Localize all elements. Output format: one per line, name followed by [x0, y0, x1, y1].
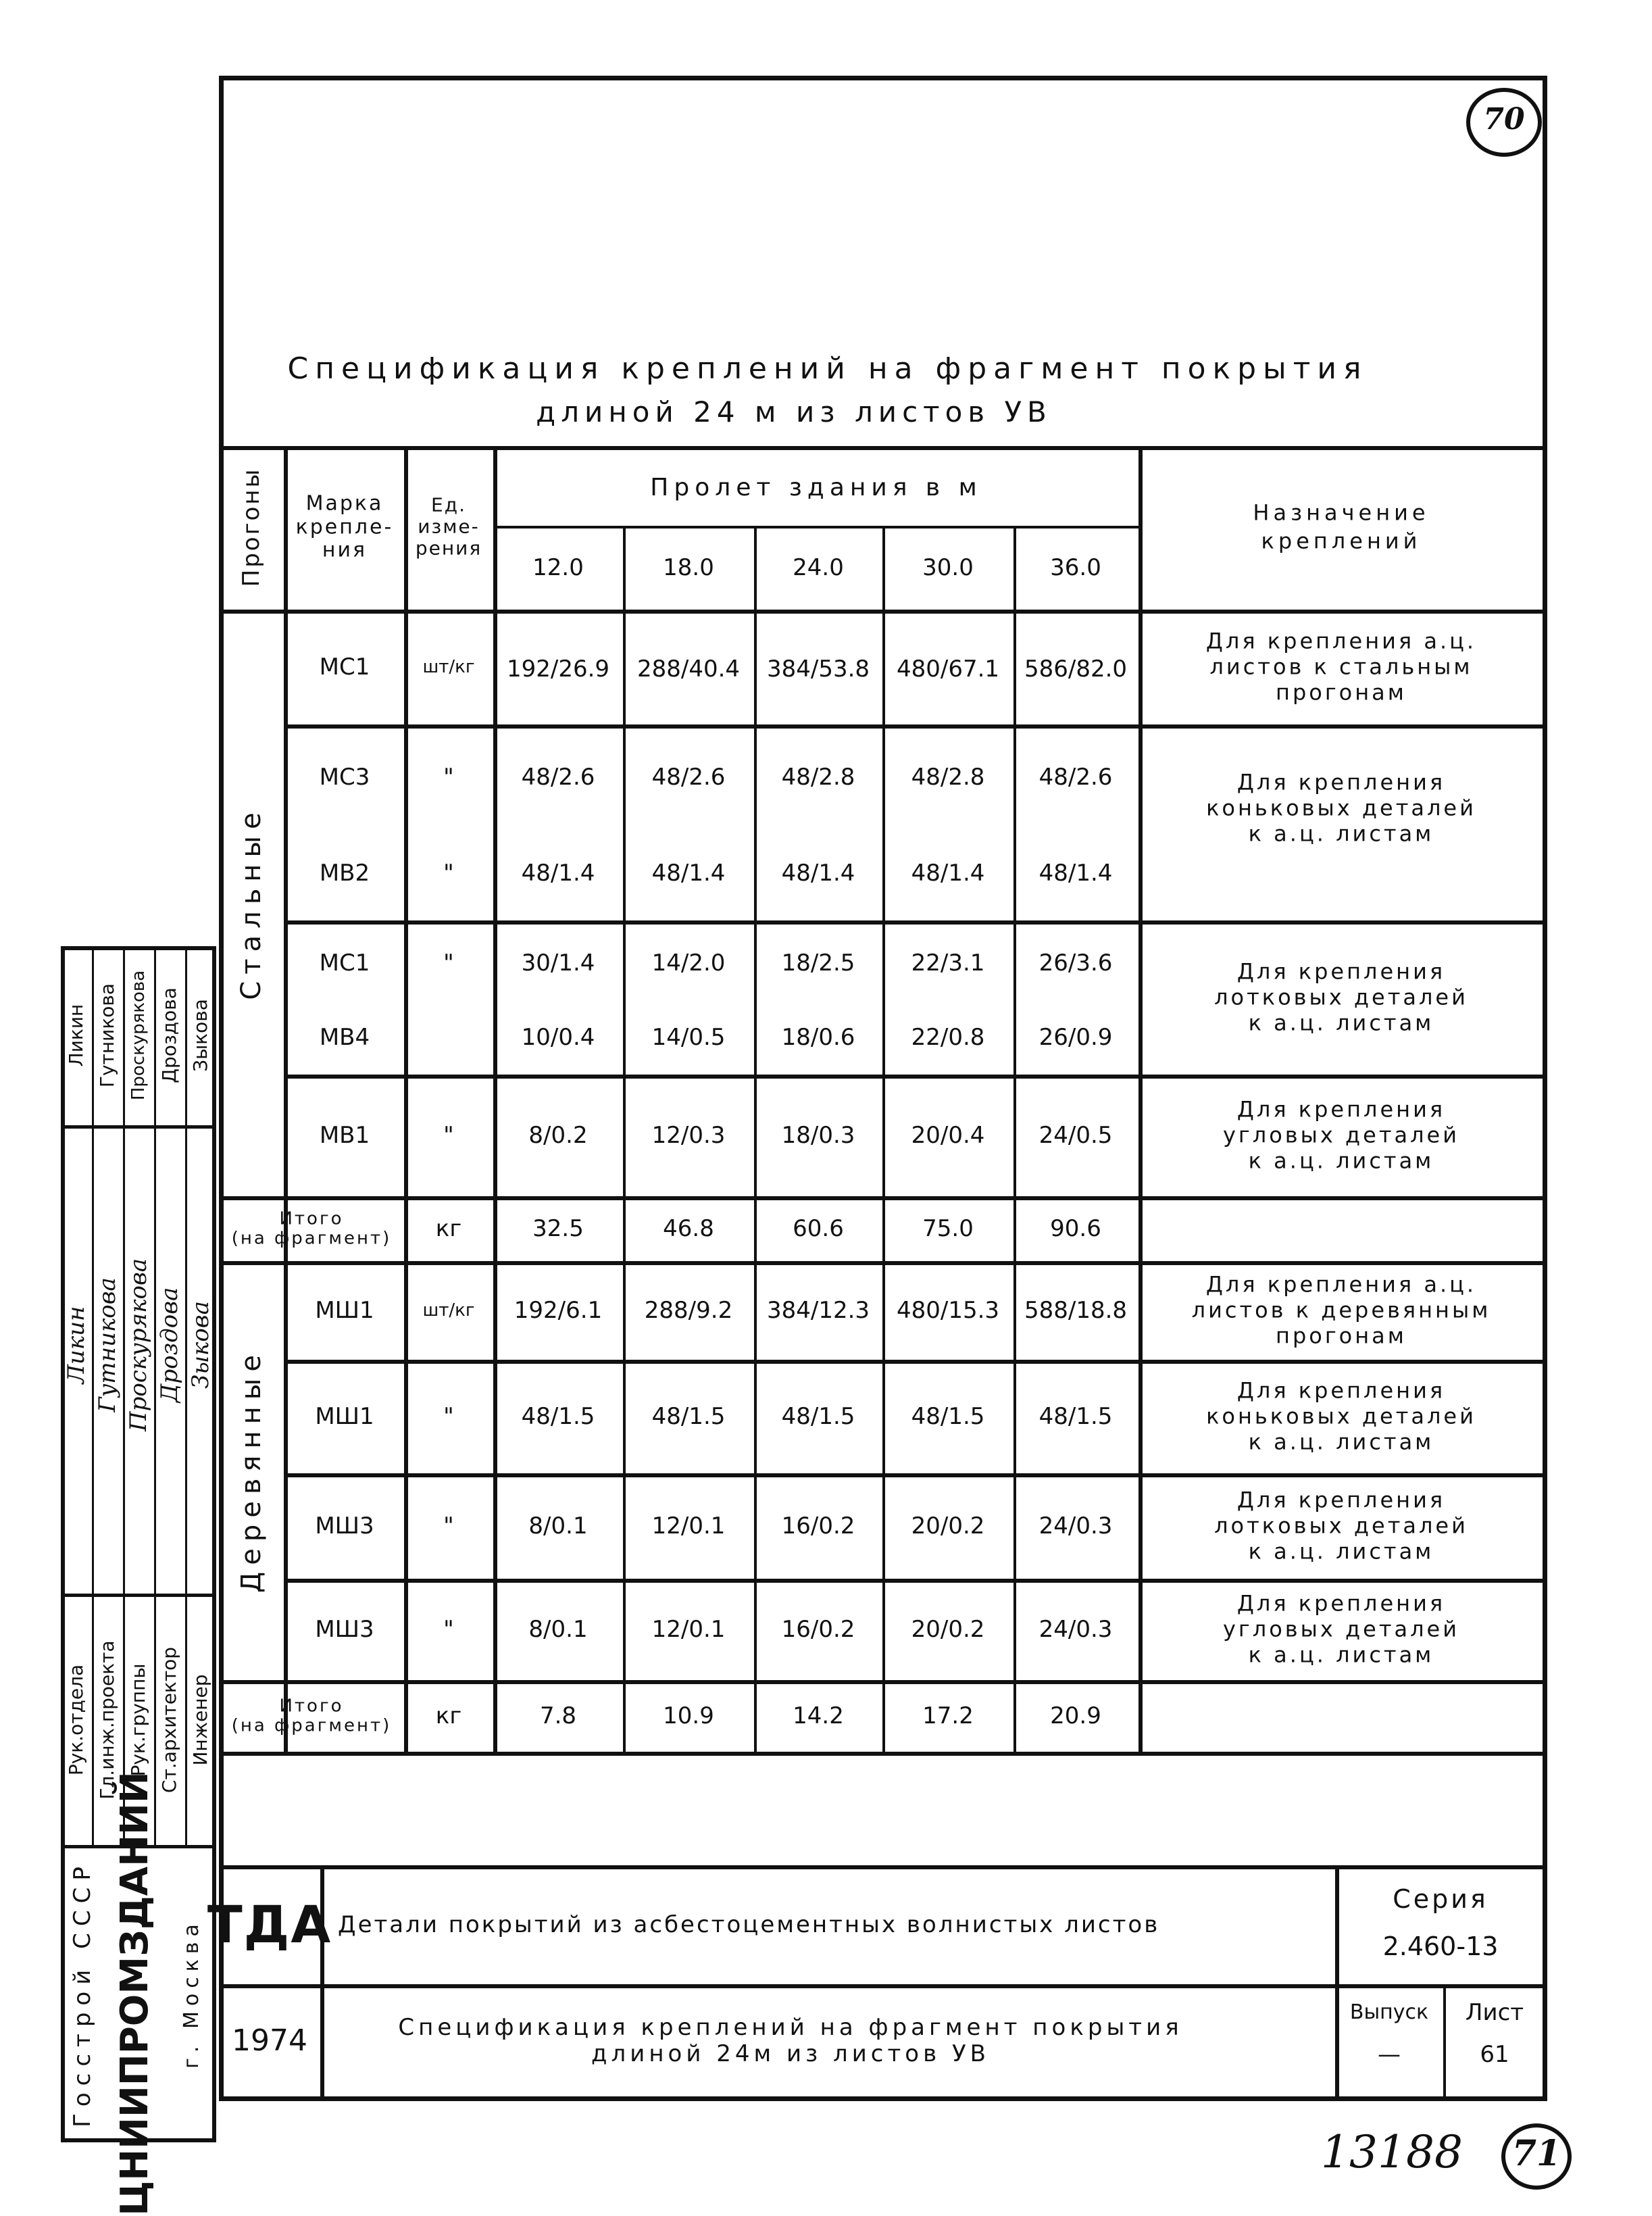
table-cell-value: 10/0.4 — [521, 1024, 595, 1051]
table-cell-value: 8/0.1 — [528, 1512, 588, 1540]
total-value: 32.5 — [532, 1215, 584, 1242]
stamp-top-line — [219, 1865, 1547, 1869]
side-signature: Зыкова — [187, 1301, 214, 1389]
table-cell-mark: МШ3 — [315, 1616, 374, 1643]
col-line-group — [284, 446, 288, 1752]
sheet-label: Лист — [1465, 1999, 1524, 2026]
side-stamp-divider-3 — [61, 1125, 216, 1129]
table-cell-value: 18/2.5 — [781, 950, 855, 977]
col-line-span-2 — [754, 526, 757, 1752]
row-line-8 — [284, 1579, 1547, 1583]
table-cell-unit: " — [443, 950, 454, 977]
table-cell-unit: " — [443, 1403, 454, 1430]
series-value: 2.460-13 — [1382, 1931, 1499, 1961]
total-unit-steel: кг — [435, 1215, 462, 1242]
total-value: 10.9 — [663, 1702, 714, 1729]
table-cell-value: 480/67.1 — [896, 656, 1000, 683]
side-role: Инженер — [189, 1674, 211, 1766]
table-cell-unit: " — [443, 860, 454, 887]
table-cell-value: 48/1.4 — [1038, 860, 1113, 887]
col-line-span-1 — [623, 526, 626, 1752]
table-top-line — [219, 446, 1547, 450]
table-cell-value: 48/2.6 — [651, 764, 726, 791]
side-name: Ликин — [65, 1004, 87, 1067]
table-cell-value: 48/1.5 — [1038, 1403, 1113, 1430]
col-line-unit — [493, 446, 497, 1752]
side-org-name: ЦНИИПРОМЗДАНИЙ — [113, 1771, 157, 2216]
span-header-36: 36.0 — [1050, 554, 1101, 581]
table-cell-mark: МВ2 — [319, 860, 370, 887]
table-cell-value: 48/1.4 — [911, 860, 985, 887]
table-cell-value: 480/15.3 — [896, 1297, 1000, 1324]
stamp-middle-line — [219, 1984, 1547, 1988]
header-purpose: Назначение креплений — [1253, 499, 1430, 553]
table-cell-purpose: Для крепления а.ц. листов к деревянным прогонам — [1191, 1271, 1491, 1348]
table-cell-mark: МС3 — [319, 764, 370, 791]
side-role: Рук.отдела — [65, 1664, 87, 1776]
table-cell-value: 24/0.3 — [1038, 1512, 1113, 1540]
table-cell-purpose: Для крепления лотковых деталей к а.ц. листам — [1214, 958, 1468, 1035]
table-cell-value: 20/0.4 — [911, 1122, 985, 1149]
table-cell-value: 586/82.0 — [1024, 656, 1128, 683]
total-label-steel: Итого (на фрагмент) — [231, 1208, 392, 1248]
table-cell-value: 48/1.5 — [651, 1403, 726, 1430]
side-org-line1: Госстрой СССР — [69, 1860, 96, 2127]
col-line-span-3 — [882, 526, 885, 1752]
page-title-line1: Спецификация креплений на фрагмент покрытия — [287, 351, 1368, 386]
table-cell-value: 26/0.9 — [1038, 1024, 1113, 1051]
handwritten-number: 13188 — [1321, 2126, 1463, 2178]
table-cell-mark: МШ1 — [315, 1297, 374, 1324]
table-cell-value: 48/2.6 — [1038, 764, 1113, 791]
total-value: 60.6 — [793, 1215, 844, 1242]
col-line-span-4 — [1013, 526, 1016, 1752]
table-cell-value: 48/1.4 — [651, 860, 726, 887]
table-cell-value: 30/1.4 — [521, 950, 595, 977]
table-cell-value: 384/53.8 — [766, 656, 870, 683]
table-cell-value: 48/1.5 — [521, 1403, 595, 1430]
table-cell-value: 48/1.5 — [911, 1403, 985, 1430]
table-cell-value: 8/0.2 — [528, 1122, 588, 1149]
table-cell-value: 16/0.2 — [781, 1512, 855, 1540]
org-code: ТДА — [207, 1894, 332, 1954]
group-label-wood: Деревянные — [236, 1348, 267, 1593]
total-value: 17.2 — [922, 1702, 974, 1729]
side-role: Гл.инж.проекта — [96, 1640, 118, 1800]
table-cell-unit: " — [443, 1616, 454, 1643]
table-cell-value: 14/0.5 — [651, 1024, 726, 1051]
side-signature: Ликин — [63, 1306, 90, 1384]
table-cell-value: 588/18.8 — [1024, 1297, 1128, 1324]
table-cell-value: 384/12.3 — [766, 1297, 870, 1324]
stamp-title-1: Детали покрытий из асбестоцементных волнистых листов — [338, 1911, 1160, 1938]
total-unit-wood: кг — [435, 1702, 462, 1729]
header-group: Прогоны — [238, 467, 265, 587]
stamp-line-sheet — [1443, 1984, 1446, 2101]
stamp-year: 1974 — [232, 2023, 307, 2058]
row-line-10 — [219, 1752, 1547, 1756]
side-name: Проскурякова — [128, 970, 149, 1101]
table-cell-value: 22/0.8 — [911, 1024, 985, 1051]
table-cell-value: 48/2.8 — [781, 764, 855, 791]
row-line-6 — [284, 1360, 1547, 1364]
span-header-30: 30.0 — [922, 554, 974, 581]
header-mark: Марка крепле- ния — [295, 491, 394, 562]
table-cell-value: 12/0.3 — [651, 1122, 726, 1149]
table-cell-value: 14/2.0 — [651, 950, 726, 977]
row-line-2 — [284, 920, 1547, 925]
side-org-city: г. Москва — [180, 1919, 203, 2069]
table-cell-mark: МС1 — [319, 654, 370, 681]
table-cell-purpose: Для крепления лотковых деталей к а.ц. листам — [1214, 1487, 1468, 1564]
side-signature: Гутникова — [94, 1277, 121, 1412]
issue-value: — — [1378, 2041, 1401, 2068]
stamp-line-series — [1335, 1865, 1339, 2101]
row-line-1 — [284, 724, 1547, 729]
total-value: 7.8 — [539, 1702, 577, 1729]
table-cell-purpose: Для крепления коньковых деталей к а.ц. листам — [1206, 769, 1476, 846]
stamp-title-2: Спецификация креплений на фрагмент покрытия длиной 24м из листов УВ — [398, 2013, 1183, 2067]
table-cell-value: 24/0.3 — [1038, 1616, 1113, 1643]
table-cell-value: 48/1.4 — [521, 860, 595, 887]
issue-label: Выпуск — [1349, 2000, 1429, 2024]
side-name: Зыкова — [189, 999, 211, 1072]
row-line-3 — [284, 1075, 1547, 1079]
span-subheader-line — [493, 526, 1138, 528]
table-cell-mark: МС1 — [319, 950, 370, 977]
sheet-mark: 70 — [1483, 102, 1525, 137]
table-cell-value: 18/0.3 — [781, 1122, 855, 1149]
side-name: Гутникова — [96, 983, 118, 1088]
table-cell-unit: шт/кг — [422, 1300, 475, 1321]
page-title-line2: длиной 24 м из листов УВ — [536, 395, 1052, 428]
header-unit: Ед. изме- рения — [415, 493, 482, 560]
row-line-7 — [284, 1473, 1547, 1477]
table-cell-value: 48/1.4 — [781, 860, 855, 887]
col-line-mark — [404, 446, 408, 1752]
total-value: 46.8 — [663, 1215, 714, 1242]
corner-mark: 71 — [1511, 2133, 1561, 2174]
table-cell-value: 16/0.2 — [781, 1616, 855, 1643]
total-label-wood: Итого (на фрагмент) — [231, 1696, 392, 1735]
sheet-value: 61 — [1480, 2041, 1509, 2068]
table-cell-value: 192/26.9 — [506, 656, 610, 683]
table-cell-purpose: Для крепления коньковых деталей к а.ц. листам — [1206, 1377, 1476, 1454]
side-stamp-divider-1 — [61, 1594, 216, 1597]
table-cell-mark: МШ3 — [315, 1512, 374, 1540]
side-stamp-col-4 — [185, 946, 187, 1845]
table-cell-purpose: Для крепления угловых деталей к а.ц. листам — [1222, 1590, 1460, 1667]
table-cell-value: 20/0.2 — [911, 1616, 985, 1643]
table-cell-value: 20/0.2 — [911, 1512, 985, 1540]
col-line-purpose — [1138, 446, 1143, 1752]
table-cell-mark: МШ1 — [315, 1403, 374, 1430]
side-role: Ст.архитектор — [158, 1646, 180, 1794]
table-cell-value: 12/0.1 — [651, 1616, 726, 1643]
total-value: 20.9 — [1050, 1702, 1101, 1729]
table-cell-value: 22/3.1 — [911, 950, 985, 977]
table-cell-value: 288/40.4 — [636, 656, 741, 683]
side-signature: Дроздова — [156, 1287, 183, 1403]
table-cell-value: 192/6.1 — [514, 1297, 603, 1324]
table-cell-value: 288/9.2 — [644, 1297, 733, 1324]
total-value: 90.6 — [1050, 1215, 1101, 1242]
header-span: Пролет здания в м — [650, 474, 982, 501]
table-cell-purpose: Для крепления а.ц. листов к стальным прогонам — [1205, 628, 1477, 705]
table-cell-unit: " — [443, 764, 454, 791]
side-name: Дроздова — [158, 987, 180, 1083]
side-signature: Проскурякова — [125, 1258, 152, 1432]
span-header-18: 18.0 — [663, 554, 714, 581]
group-label-steel: Стальные — [236, 806, 267, 1000]
table-cell-value: 8/0.1 — [528, 1616, 588, 1643]
table-cell-value: 12/0.1 — [651, 1512, 726, 1540]
table-cell-unit: " — [443, 1122, 454, 1149]
table-cell-mark: МВ1 — [319, 1122, 370, 1149]
table-cell-value: 48/2.8 — [911, 764, 985, 791]
table-cell-value: 24/0.5 — [1038, 1122, 1113, 1149]
table-cell-unit: " — [443, 1512, 454, 1540]
series-label: Серия — [1393, 1884, 1488, 1914]
total-value: 14.2 — [793, 1702, 844, 1729]
table-cell-mark: МВ4 — [319, 1024, 370, 1051]
table-cell-unit: шт/кг — [422, 657, 475, 677]
table-cell-value: 26/3.6 — [1038, 950, 1113, 977]
table-cell-value: 48/2.6 — [521, 764, 595, 791]
table-cell-value: 18/0.6 — [781, 1024, 855, 1051]
total-value: 75.0 — [922, 1215, 974, 1242]
table-cell-purpose: Для крепления угловых деталей к а.ц. листам — [1222, 1096, 1460, 1173]
span-header-12: 12.0 — [532, 554, 584, 581]
table-cell-value: 48/1.5 — [781, 1403, 855, 1430]
side-role: Рук.группы — [127, 1663, 149, 1777]
span-header-24: 24.0 — [793, 554, 844, 581]
